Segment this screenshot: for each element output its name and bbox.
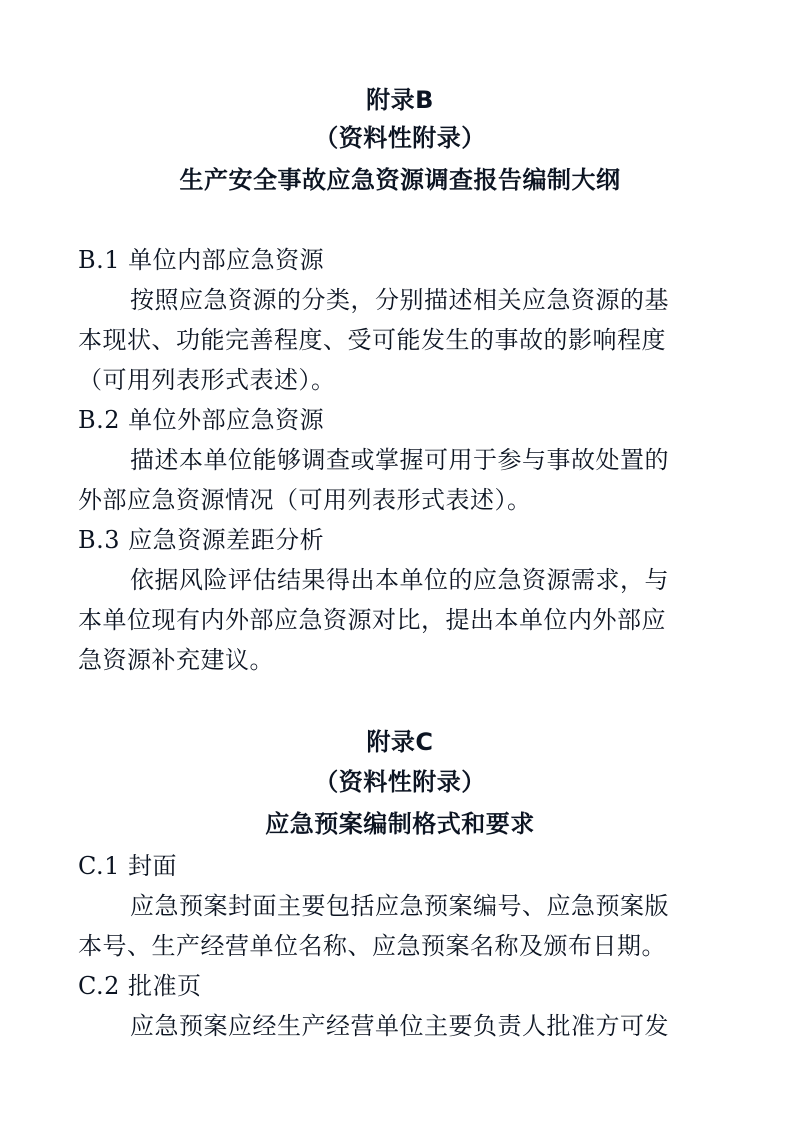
appendix-b-title: 生产安全事故应急资源调查报告编制大纲 bbox=[179, 166, 621, 194]
section-heading-c1: C.1 封面 bbox=[78, 852, 178, 880]
paragraph-line: 本单位现有内外部应急资源对比，提出本单位内外部应 bbox=[78, 606, 666, 634]
paragraph-line: 按照应急资源的分类，分别描述相关应急资源的基 bbox=[130, 286, 669, 314]
section-heading-b2: B.2 单位外部应急资源 bbox=[78, 406, 325, 434]
paragraph-line: 应急预案应经生产经营单位主要负责人批准方可发 bbox=[130, 1012, 669, 1040]
paragraph-line: 依据风险评估结果得出本单位的应急资源需求，与 bbox=[130, 566, 669, 594]
appendix-c-title: 应急预案编制格式和要求 bbox=[265, 810, 535, 838]
paragraph-line: （可用列表形式表述）。 bbox=[78, 366, 336, 394]
appendix-b-type: （资料性附录） bbox=[314, 124, 486, 152]
paragraph-line: 描述本单位能够调查或掌握可用于参与事故处置的 bbox=[130, 446, 669, 474]
section-heading-c2: C.2 批准页 bbox=[78, 972, 202, 1000]
paragraph-line: 急资源补充建议。 bbox=[78, 646, 274, 674]
appendix-c-type: （资料性附录） bbox=[314, 768, 486, 796]
section-heading-b1: B.1 单位内部应急资源 bbox=[78, 246, 325, 274]
paragraph-line: 外部应急资源情况（可用列表形式表述）。 bbox=[78, 486, 532, 514]
paragraph-line: 本现状、功能完善程度、受可能发生的事故的影响程度 bbox=[78, 326, 666, 354]
paragraph-line: 本号、生产经营单位名称、应急预案名称及颁布日期。 bbox=[78, 932, 666, 960]
appendix-b-label: 附录B bbox=[366, 86, 434, 114]
paragraph-line: 应急预案封面主要包括应急预案编号、应急预案版 bbox=[130, 892, 669, 920]
appendix-c-label: 附录C bbox=[366, 728, 434, 756]
section-heading-b3: B.3 应急资源差距分析 bbox=[78, 526, 325, 554]
